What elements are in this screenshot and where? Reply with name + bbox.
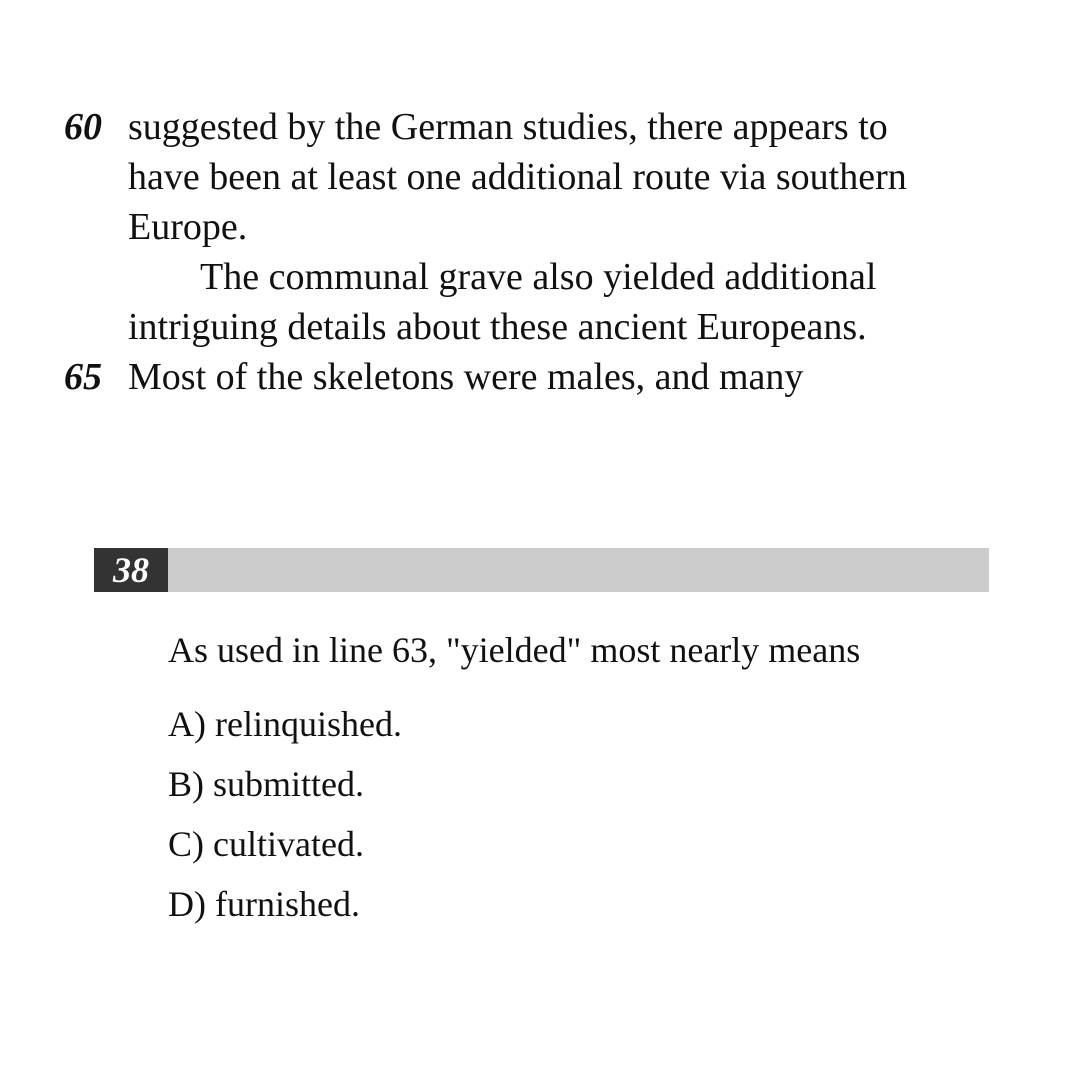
passage-line-text: suggested by the German studies, there appears to [128,106,888,148]
question-header-bar [94,548,989,592]
choice-label: C) [168,824,204,864]
passage-line-text: Most of the skeletons were males, and many [128,356,804,398]
question-stem: As used in line 63, "yielded" most nearly means [168,630,861,670]
line-number: 65 [64,356,102,398]
choice-label: D) [168,884,206,924]
answer-choice-c[interactable] [168,822,364,866]
choice-label: A) [168,704,206,744]
answer-choice-b[interactable] [168,762,364,806]
answer-choice-d[interactable] [168,882,360,926]
passage-line-text: The communal grave also yielded additional [200,256,877,298]
line-number: 60 [64,106,102,148]
choice-text: relinquished. [215,704,402,744]
passage-line-text: have been at least one additional route via southern [128,156,907,198]
choice-label: B) [168,764,204,804]
choice-text: submitted. [213,764,364,804]
passage-line-64 [0,302,1081,352]
passage-line-60 [0,102,1081,152]
passage-line-text: Europe. [128,206,248,248]
passage-line-61 [0,152,1081,202]
passage-line-63 [0,252,1081,302]
passage-line-62 [0,202,1081,252]
choice-text: furnished. [215,884,360,924]
passage-line-65 [0,352,1081,402]
choice-text: cultivated. [213,824,364,864]
answer-choice-a[interactable] [168,702,402,746]
passage-line-text: intriguing details about these ancient Europeans. [128,306,867,348]
question-number-badge: 38 [94,548,168,592]
